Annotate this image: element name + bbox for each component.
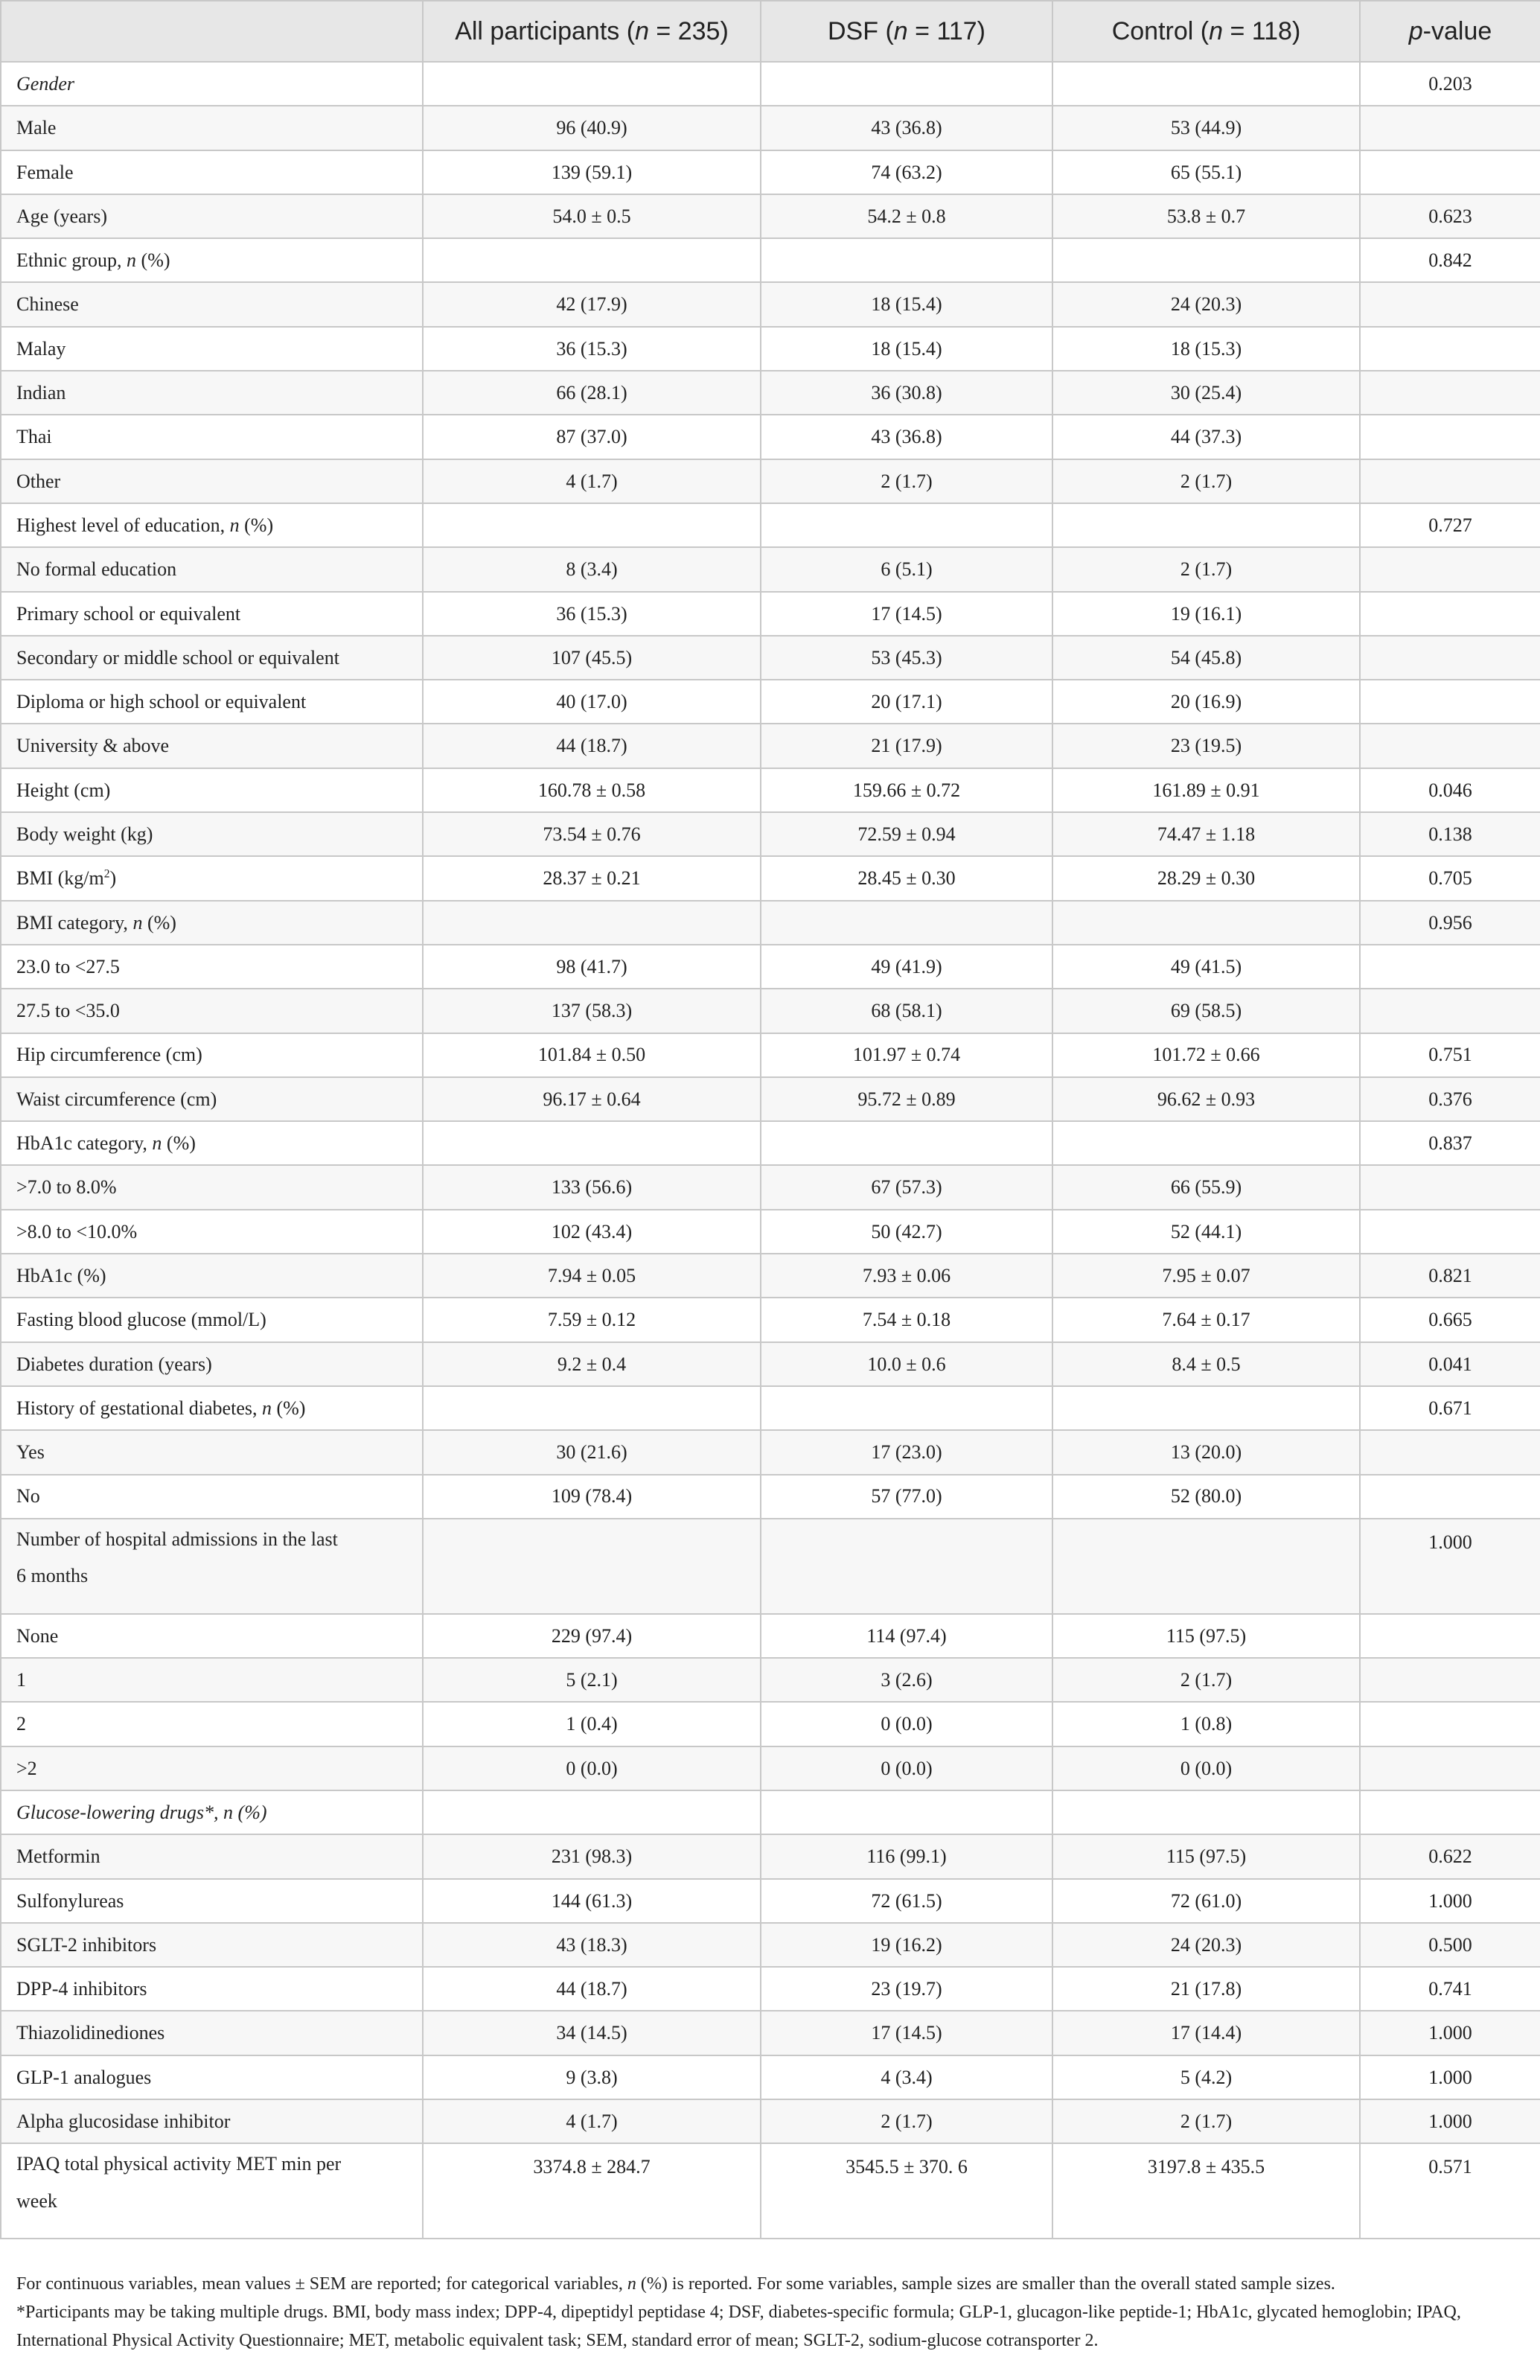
cell-all [423,901,761,945]
table-row [1,1254,1540,1298]
table-row [1,1210,1540,1254]
cell-dsf: 28.45 ± 0.30 [761,856,1052,900]
cell-p-value [1360,989,1540,1033]
table-row [1,282,1540,326]
cell-all: 4 (1.7) [423,459,761,503]
row-label: >7.0 to 8.0% [1,1165,423,1209]
row-label: 2 [1,1702,423,1746]
row-label: GLP-1 analogues [1,2055,423,2099]
cell-control [1052,1386,1360,1430]
cell-dsf: 67 (57.3) [761,1165,1052,1209]
row-label: University & above [1,724,423,768]
row-label: Yes [1,1430,423,1474]
cell-p-value [1360,680,1540,724]
cell-dsf [761,238,1052,282]
row-label: None [1,1614,423,1658]
cell-all: 5 (2.1) [423,1658,761,1702]
cell-all: 30 (21.6) [423,1430,761,1474]
table-row [1,150,1540,194]
table-row [1,1077,1540,1121]
table-row [1,1790,1540,1834]
row-label: Diabetes duration (years) [1,1342,423,1386]
row-label: Highest level of education, n (%) [1,503,423,547]
cell-control [1052,238,1360,282]
cell-p-value: 0.665 [1360,1298,1540,1341]
table-row [1,2055,1540,2099]
cell-all: 87 (37.0) [423,415,761,459]
cell-p-value: 0.842 [1360,238,1540,282]
cell-dsf: 18 (15.4) [761,327,1052,371]
cell-all: 7.59 ± 0.12 [423,1298,761,1341]
table-row [1,592,1540,636]
row-label: Female [1,150,423,194]
table-row [1,1519,1540,1614]
cell-control: 72 (61.0) [1052,1879,1360,1923]
table-row [1,1165,1540,1209]
table-row [1,1879,1540,1923]
cell-dsf: 95.72 ± 0.89 [761,1077,1052,1121]
cell-all: 0 (0.0) [423,1746,761,1790]
table-body [1,62,1540,2239]
cell-p-value: 1.000 [1360,2011,1540,2055]
cell-all: 43 (18.3) [423,1923,761,1967]
cell-control: 8.4 ± 0.5 [1052,1342,1360,1386]
cell-control: 0 (0.0) [1052,1746,1360,1790]
cell-p-value [1360,1658,1540,1702]
cell-p-value: 1.000 [1360,1519,1540,1614]
cell-all: 133 (56.6) [423,1165,761,1209]
cell-control [1052,1121,1360,1165]
cell-p-value: 1.000 [1360,1879,1540,1923]
row-label: Gender [1,62,423,106]
table-row [1,1386,1540,1430]
cell-control: 13 (20.0) [1052,1430,1360,1474]
cell-all: 9.2 ± 0.4 [423,1342,761,1386]
table-row [1,1342,1540,1386]
cell-all: 36 (15.3) [423,327,761,371]
row-label: Secondary or middle school or equivalent [1,636,423,680]
cell-all: 3374.8 ± 284.7 [423,2143,761,2239]
cell-control: 44 (37.3) [1052,415,1360,459]
table-row [1,1658,1540,1702]
row-label: Chinese [1,282,423,326]
cell-all: 139 (59.1) [423,150,761,194]
cell-dsf: 20 (17.1) [761,680,1052,724]
row-label: DPP-4 inhibitors [1,1967,423,2011]
cell-all: 109 (78.4) [423,1475,761,1519]
cell-p-value [1360,282,1540,326]
row-label: Indian [1,371,423,415]
row-label: Thiazolidinediones [1,2011,423,2055]
row-label: BMI $(kg/m^2)$ [1,856,423,900]
table-row [1,503,1540,547]
table-row [1,1298,1540,1341]
row-label: 1 [1,1658,423,1702]
cell-all [423,1121,761,1165]
table-row [1,1475,1540,1519]
cell-all: 28.37 ± 0.21 [423,856,761,900]
table-row [1,371,1540,415]
cell-control: 115 (97.5) [1052,1614,1360,1658]
cell-all: 231 (98.3) [423,1834,761,1878]
cell-dsf: 74 (63.2) [761,150,1052,194]
cell-control: 1 (0.8) [1052,1702,1360,1746]
cell-p-value [1360,1702,1540,1746]
cell-p-value [1360,150,1540,194]
cell-p-value: 0.500 [1360,1923,1540,1967]
header-p-value: p-value [1360,1,1540,62]
cell-p-value: 0.705 [1360,856,1540,900]
row-label: History of gestational diabetes, n (%) [1,1386,423,1430]
cell-control: 69 (58.5) [1052,989,1360,1033]
cell-dsf: 54.2 ± 0.8 [761,194,1052,238]
cell-dsf: 43 (36.8) [761,415,1052,459]
table-row [1,1702,1540,1746]
table-row [1,945,1540,989]
cell-all: 101.84 ± 0.50 [423,1033,761,1077]
cell-dsf: 72 (61.5) [761,1879,1052,1923]
table-header [1,1,1540,62]
table-row [1,62,1540,106]
cell-dsf: 0 (0.0) [761,1746,1052,1790]
row-label: >2 [1,1746,423,1790]
cell-all: 42 (17.9) [423,282,761,326]
cell-p-value [1360,1430,1540,1474]
cell-all: 1 (0.4) [423,1702,761,1746]
cell-dsf [761,901,1052,945]
cell-all: 66 (28.1) [423,371,761,415]
cell-dsf: 3545.5 ± 370. 6 [761,2143,1052,2239]
row-label: IPAQ total physical activity MET min per week [1,2143,423,2239]
cell-control: 21 (17.8) [1052,1967,1360,2011]
row-label: HbA1c (%) [1,1254,423,1298]
header-dsf: DSF (n = 117) [761,1,1052,62]
cell-dsf: 68 (58.1) [761,989,1052,1033]
cell-control: 115 (97.5) [1052,1834,1360,1878]
cell-all: 73.54 ± 0.76 [423,812,761,856]
row-label: Other [1,459,423,503]
table-row [1,1614,1540,1658]
cell-all [423,503,761,547]
cell-p-value: 0.623 [1360,194,1540,238]
table-row [1,1033,1540,1077]
cell-p-value [1360,459,1540,503]
table-row [1,1967,1540,2011]
cell-dsf [761,1519,1052,1614]
cell-p-value [1360,945,1540,989]
cell-p-value [1360,1165,1540,1209]
table-row [1,1746,1540,1790]
cell-p-value [1360,327,1540,371]
row-label: Waist circumference (cm) [1,1077,423,1121]
table-row [1,812,1540,856]
cell-all: 36 (15.3) [423,592,761,636]
row-label: Number of hospital admissions in the last 6 months [1,1519,423,1614]
cell-all [423,1519,761,1614]
cell-p-value: 0.046 [1360,768,1540,812]
table-row [1,2011,1540,2055]
cell-p-value [1360,1210,1540,1254]
row-label: Malay [1,327,423,371]
cell-p-value [1360,636,1540,680]
cell-control: 5 (4.2) [1052,2055,1360,2099]
cell-p-value [1360,1475,1540,1519]
row-label: Ethnic group, n (%) [1,238,423,282]
cell-control: 7.95 ± 0.07 [1052,1254,1360,1298]
cell-dsf: 159.66 ± 0.72 [761,768,1052,812]
cell-control: 7.64 ± 0.17 [1052,1298,1360,1341]
header-all-participants: All participants (n = 235) [423,1,761,62]
cell-control [1052,901,1360,945]
cell-p-value [1360,371,1540,415]
cell-control: 24 (20.3) [1052,1923,1360,1967]
cell-all: 137 (58.3) [423,989,761,1033]
cell-dsf: 23 (19.7) [761,1967,1052,2011]
cell-dsf: 17 (23.0) [761,1430,1052,1474]
row-label: Age (years) [1,194,423,238]
table-row [1,238,1540,282]
cell-p-value: 0.956 [1360,901,1540,945]
cell-control: 17 (14.4) [1052,2011,1360,2055]
row-label: Diploma or high school or equivalent [1,680,423,724]
cell-dsf: 36 (30.8) [761,371,1052,415]
cell-control: 101.72 ± 0.66 [1052,1033,1360,1077]
table-row [1,415,1540,459]
cell-dsf: 43 (36.8) [761,106,1052,150]
table-row [1,636,1540,680]
table-row [1,459,1540,503]
cell-control: 96.62 ± 0.93 [1052,1077,1360,1121]
cell-dsf: 21 (17.9) [761,724,1052,768]
cell-dsf: 4 (3.4) [761,2055,1052,2099]
cell-dsf [761,1386,1052,1430]
cell-dsf: 10.0 ± 0.6 [761,1342,1052,1386]
table-row [1,1834,1540,1878]
cell-all: 229 (97.4) [423,1614,761,1658]
row-label: Glucose-lowering drugs*, n (%) [1,1790,423,1834]
cell-dsf: 57 (77.0) [761,1475,1052,1519]
cell-p-value [1360,1746,1540,1790]
cell-dsf: 7.54 ± 0.18 [761,1298,1052,1341]
cell-control [1052,1790,1360,1834]
cell-control: 3197.8 ± 435.5 [1052,2143,1360,2239]
cell-dsf: 7.93 ± 0.06 [761,1254,1052,1298]
cell-p-value: 1.000 [1360,2055,1540,2099]
cell-dsf [761,62,1052,106]
row-label: Male [1,106,423,150]
table-row [1,2099,1540,2143]
cell-control: 18 (15.3) [1052,327,1360,371]
table-row [1,2143,1540,2239]
cell-all [423,1790,761,1834]
row-label: Fasting blood glucose (mmol/L) [1,1298,423,1341]
row-label: No formal education [1,547,423,591]
cell-control: 54 (45.8) [1052,636,1360,680]
cell-p-value: 0.751 [1360,1033,1540,1077]
table-row [1,856,1540,900]
header-control: Control (n = 118) [1052,1,1360,62]
cell-dsf: 18 (15.4) [761,282,1052,326]
cell-p-value: 0.203 [1360,62,1540,106]
cell-control: 53.8 ± 0.7 [1052,194,1360,238]
cell-p-value [1360,592,1540,636]
table-row [1,106,1540,150]
cell-p-value: 0.821 [1360,1254,1540,1298]
row-label: Sulfonylureas [1,1879,423,1923]
cell-p-value: 0.622 [1360,1834,1540,1878]
cell-control: 49 (41.5) [1052,945,1360,989]
cell-control: 2 (1.7) [1052,547,1360,591]
cell-dsf: 53 (45.3) [761,636,1052,680]
table-row [1,1121,1540,1165]
table-row [1,901,1540,945]
cell-dsf [761,503,1052,547]
cell-control: 2 (1.7) [1052,459,1360,503]
cell-dsf: 17 (14.5) [761,2011,1052,2055]
cell-dsf: 101.97 ± 0.74 [761,1033,1052,1077]
cell-all: 96 (40.9) [423,106,761,150]
table-row [1,194,1540,238]
table-row [1,327,1540,371]
footnote-statistics: For continuous variables, mean values ± SEM are reported; for categorical variables, n (%) is reported. For some variables, sample sizes are smaller than the overall stated sample sizes. [16,2274,1335,2294]
row-label: Alpha glucosidase inhibitor [1,2099,423,2143]
cell-control [1052,62,1360,106]
cell-all: 8 (3.4) [423,547,761,591]
cell-all: 44 (18.7) [423,724,761,768]
row-label: Height (cm) [1,768,423,812]
cell-dsf [761,1121,1052,1165]
cell-p-value [1360,1790,1540,1834]
header-label-column [1,1,423,62]
header-row [1,1,1540,62]
row-label: >8.0 to <10.0% [1,1210,423,1254]
cell-all: 9 (3.8) [423,2055,761,2099]
cell-all: 44 (18.7) [423,1967,761,2011]
cell-control: 53 (44.9) [1052,106,1360,150]
row-label: No [1,1475,423,1519]
cell-control: 19 (16.1) [1052,592,1360,636]
cell-all: 7.94 ± 0.05 [423,1254,761,1298]
cell-p-value: 0.571 [1360,2143,1540,2239]
cell-dsf: 3 (2.6) [761,1658,1052,1702]
row-label: 23.0 to <27.5 [1,945,423,989]
cell-control [1052,503,1360,547]
row-label: Thai [1,415,423,459]
cell-control: 2 (1.7) [1052,2099,1360,2143]
cell-control: 2 (1.7) [1052,1658,1360,1702]
cell-p-value: 0.376 [1360,1077,1540,1121]
cell-control: 23 (19.5) [1052,724,1360,768]
cell-dsf: 0 (0.0) [761,1702,1052,1746]
cell-all: 40 (17.0) [423,680,761,724]
footnote-abbreviations: *Participants may be taking multiple drugs. BMI, body mass index; DPP-4, dipeptidyl peptidase 4; DSF, diabetes-specific formula; GLP-1, glucagon-like peptide-1; HbA1c, glycated hemoglobin; IPAQ, International Physical Activity Questionnaire; MET, metabolic equivalent task; SEM, standard error of mean; SGLT-2, sodium-glucose cotransporter 2. [16,2302,1461,2350]
cell-all: 98 (41.7) [423,945,761,989]
row-label: HbA1c category, n (%) [1,1121,423,1165]
table-row [1,989,1540,1033]
row-label: BMI category, n (%) [1,901,423,945]
cell-all: 107 (45.5) [423,636,761,680]
row-label: Metformin [1,1834,423,1878]
cell-p-value: 0.741 [1360,1967,1540,2011]
cell-control: 28.29 ± 0.30 [1052,856,1360,900]
table-row [1,547,1540,591]
cell-dsf: 72.59 ± 0.94 [761,812,1052,856]
cell-dsf: 49 (41.9) [761,945,1052,989]
cell-p-value [1360,415,1540,459]
cell-control: 66 (55.9) [1052,1165,1360,1209]
cell-control: 65 (55.1) [1052,150,1360,194]
table-row [1,724,1540,768]
cell-dsf: 17 (14.5) [761,592,1052,636]
cell-p-value: 0.837 [1360,1121,1540,1165]
cell-control: 52 (80.0) [1052,1475,1360,1519]
cell-all: 144 (61.3) [423,1879,761,1923]
cell-p-value: 0.138 [1360,812,1540,856]
cell-control: 74.47 ± 1.18 [1052,812,1360,856]
row-label: SGLT-2 inhibitors [1,1923,423,1967]
cell-dsf: 6 (5.1) [761,547,1052,591]
cell-all: 54.0 ± 0.5 [423,194,761,238]
cell-all: 34 (14.5) [423,2011,761,2055]
cell-p-value [1360,106,1540,150]
cell-p-value: 0.041 [1360,1342,1540,1386]
cell-control [1052,1519,1360,1614]
cell-control: 30 (25.4) [1052,371,1360,415]
cell-dsf: 2 (1.7) [761,2099,1052,2143]
cell-p-value [1360,1614,1540,1658]
cell-p-value: 0.727 [1360,503,1540,547]
table-row [1,680,1540,724]
cell-p-value [1360,724,1540,768]
row-label: Hip circumference (cm) [1,1033,423,1077]
cell-control: 24 (20.3) [1052,282,1360,326]
cell-all [423,238,761,282]
cell-control: 20 (16.9) [1052,680,1360,724]
cell-all: 160.78 ± 0.58 [423,768,761,812]
cell-dsf: 19 (16.2) [761,1923,1052,1967]
row-label: 27.5 to <35.0 [1,989,423,1033]
cell-dsf: 114 (97.4) [761,1614,1052,1658]
cell-dsf: 2 (1.7) [761,459,1052,503]
cell-p-value [1360,547,1540,591]
cell-control: 52 (44.1) [1052,1210,1360,1254]
cell-dsf [761,1790,1052,1834]
table-row [1,768,1540,812]
cell-all [423,1386,761,1430]
cell-p-value: 1.000 [1360,2099,1540,2143]
cell-dsf: 50 (42.7) [761,1210,1052,1254]
table-footnotes [16,2271,1524,2355]
table-row [1,1430,1540,1474]
table-row [1,1923,1540,1967]
cell-all: 4 (1.7) [423,2099,761,2143]
cell-control: 161.89 ± 0.91 [1052,768,1360,812]
cell-all [423,62,761,106]
row-label: Body weight (kg) [1,812,423,856]
cell-dsf: 116 (99.1) [761,1834,1052,1878]
cell-all: 102 (43.4) [423,1210,761,1254]
cell-p-value: 0.671 [1360,1386,1540,1430]
row-label: Primary school or equivalent [1,592,423,636]
cell-all: 96.17 ± 0.64 [423,1077,761,1121]
